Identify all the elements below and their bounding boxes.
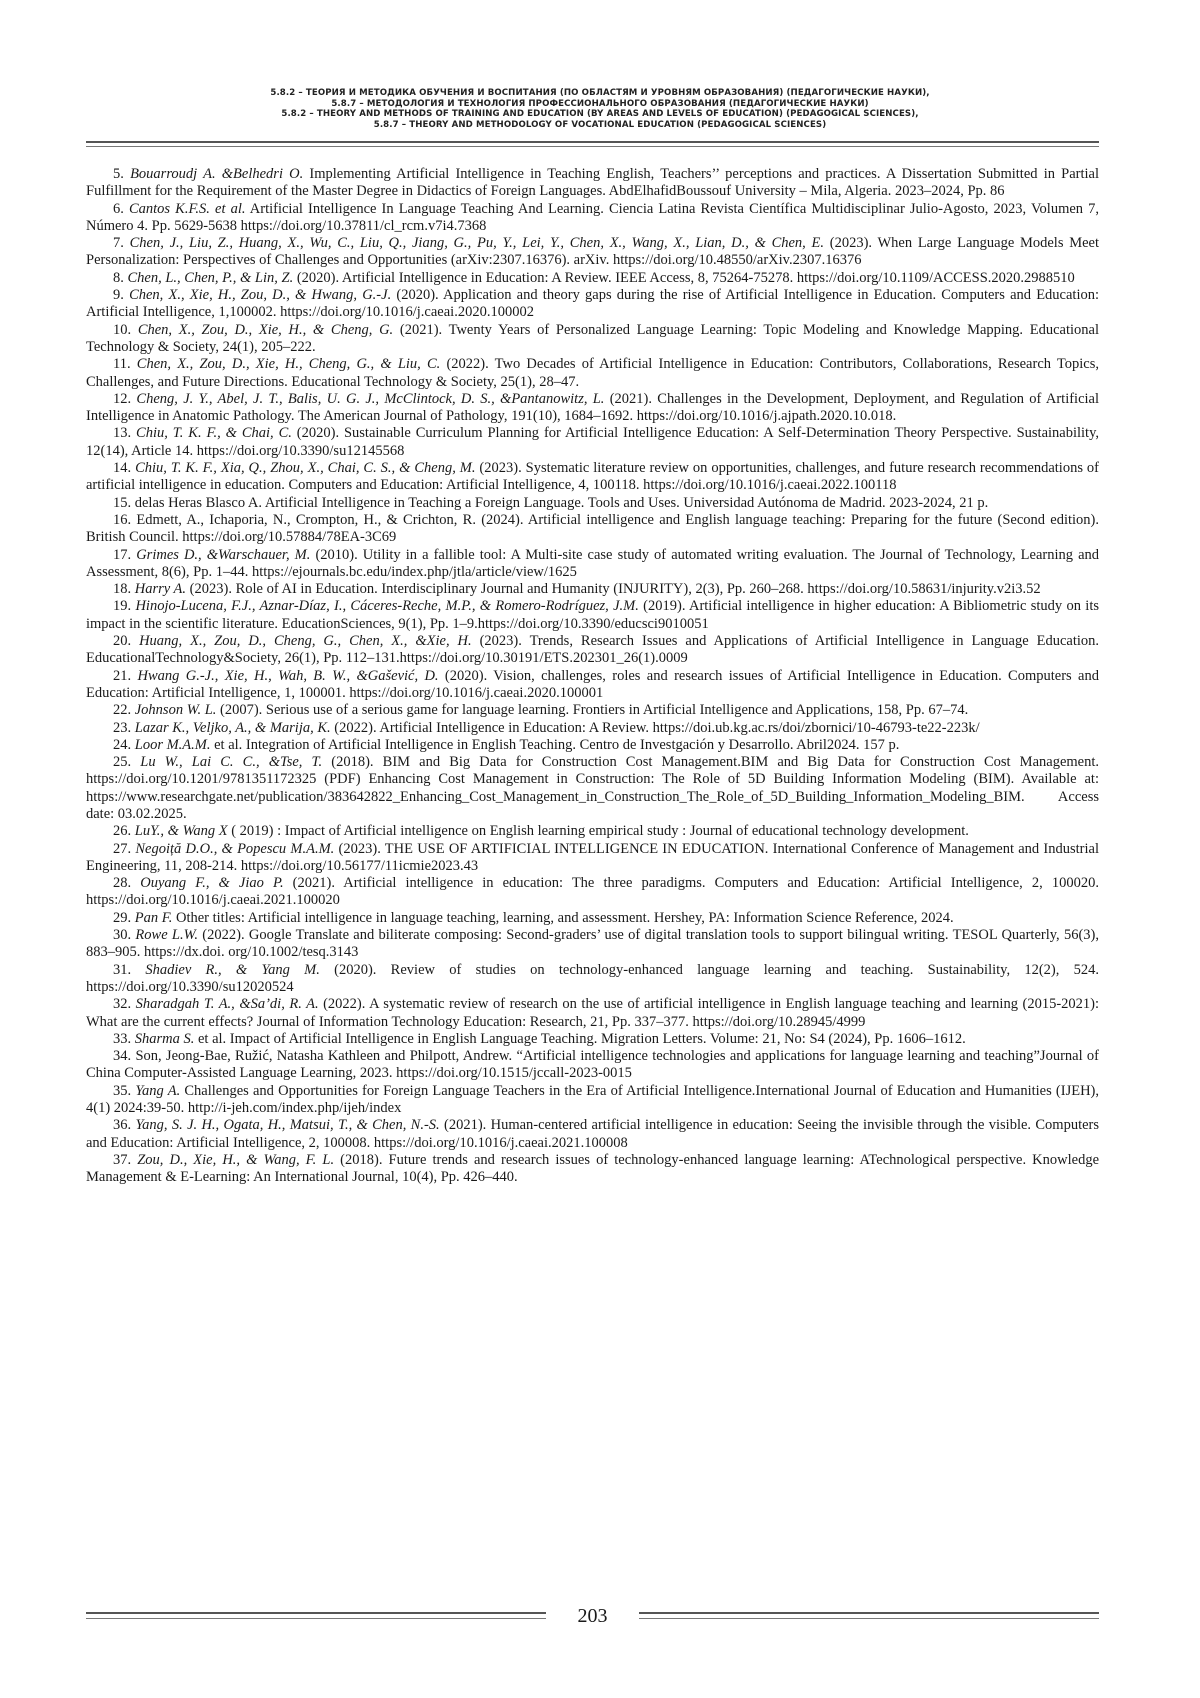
reference-item [86,391,1099,426]
reference-text: (2018). BIM and Big Data for Construction Cost Management.BIM and Big Data for Construction Cost Management. https://doi.org/10.1201/9781351172325 (PDF) Enhancing Cost Management in Construction: The Role of 5D Building Information Modeling (BIM). Available at: https://www.researchgate.net/publication/383642822_Enhancing_Cost_Management_in_Construction_The_Role_of_5D_Building_Information_Modeling_BIM. Access date: 03.02.2025. [86,754,1100,822]
reference-authors: Chiu, T. K. F., & Chai, C. [136,425,292,442]
reference-authors: Pan F. [134,909,173,926]
reference-text: (2021). Challenges in the Development, Deployment, and Regulation of Artificial Intelligence in Anatomic Pathology. The American Journal of Pathology, 191(10), 1684–1692. https://doi.org/10.1016/j.ajpath.2020.10.018. [86,390,1100,425]
reference-item [86,201,1099,236]
reference-authors: Johnson W. L. [134,702,217,719]
reference-number: 22. [113,702,132,719]
reference-authors: Bouarroudj A. &Belhedri O. [130,166,304,182]
reference-number: 31. [113,961,132,978]
reference-text: Implementing Artificial Intelligence in Teaching English, Teachers’’ perceptions and practices. A Dissertation Submitted in Partial Fulfillment for the Requirement of the Master Degree in Didactics of Foreign Languages. AbdElhafidBoussouf University – Mila, Algeria. 2023–2024, Pp. 86 [86,166,1099,200]
reference-text: (2022). Artificial Intelligence in Education: A Review. https://doi.ub.kg.ac.rs/doi/zbornici/10-46793-te22-223k/ [330,719,980,736]
reference-text: (2022). Two Decades of Artificial Intelligence in Education: Contributors, Collaborations, Research Topics, Challenges, and Future Directions. Educational Technology & Society, 25(1), 28–47. [86,356,1100,390]
reference-text: Other titles: Artificial intelligence in language teaching, learning, and assessment. Hershey, PA: Information Science Reference, 2024. [172,909,954,926]
reference-item [86,598,1099,633]
reference-text: (2018). Future trends and research issues of technology-enhanced language learning: ATechnological perspective. Knowledge Management & E-Learning: An International Journal, 10(4), Pp. 426–440. [86,1151,1099,1186]
reference-authors: Huang, X., Zou, D., Cheng, G., Chen, X., &Xie, H. [139,633,472,650]
reference-text: Edmett, A., Ichaporia, N., Crompton, H., & Crichton, R. (2024). Artificial intelligence and English language teaching: Preparing for the future (Second edition). British Council. https://doi.org/10.57884/78EA-3C69 [86,511,1099,546]
header-line: 5.8.7 – THEORY AND METHODOLOGY OF VOCATIONAL EDUCATION (PEDAGOGICAL SCIENCES) [373,119,827,130]
reference-authors: Chen, X., Zou, D., Xie, H., & Cheng, G. [137,321,394,338]
reference-item [86,737,1099,754]
reference-item [86,754,1099,823]
reference-authors: LuY., & Wang X [134,823,228,840]
reference-item [86,1031,1099,1048]
reference-number: 12. [113,390,132,407]
reference-authors: Hinojo-Lucena, F.J., Aznar-Díaz, I., Cáceres-Reche, M.P., & Romero-Rodríguez, J.M. [135,598,639,615]
reference-text: (2023). Role of AI in Education. Interdisciplinary Journal and Humanity (INJURITY), 2(3), Pp. 260–268. https://doi.org/10.58631/injurity.v2i3.52 [186,581,1041,598]
reference-number: 26. [113,823,132,840]
reference-item [86,927,1099,962]
reference-item [86,495,1099,512]
reference-authors: Grimes D., &Warschauer, M. [136,546,311,563]
reference-authors: Shadiev R., & Yang M. [145,961,320,978]
reference-text: (2020). Review of studies on technology-enhanced language learning and teaching. Sustainability, 12(2), 524. https://doi.org/10.3390/su12020524 [86,961,1100,995]
reference-authors: Harry A. [134,581,187,598]
header-line: 5.8.7 – МЕТОДОЛОГИЯ И ТЕХНОЛОГИЯ ПРОФЕССИОНАЛЬНОГО ОБРАЗОВАНИЯ (ПЕДАГОГИЧЕСКИЕ НАУКИ) [331,98,869,109]
reference-item [86,996,1099,1031]
reference-item [86,1083,1099,1118]
reference-item [86,1048,1099,1083]
reference-authors: Sharadgah T. A., &Sa’di, R. A. [135,996,319,1013]
reference-authors: Negoiță D.O., & Popescu M.A.M. [135,840,335,857]
reference-number: 28. [113,875,132,892]
reference-item [86,356,1099,391]
reference-authors: Ouyang F., & Jiao P. [140,875,284,892]
page-footer [86,1604,1099,1628]
reference-number: 20. [113,633,132,650]
reference-text: et al. Integration of Artificial Intelligence in English Teaching. Centro de Investgación y Desarrollo. Abril2024. 157 p. [210,736,900,753]
reference-text: Challenges and Opportunities for Foreign Language Teachers in the Era of Artificial Intelligence.International Journal of Education and Humanities (IJEH), 4(1) 2024:39-50. http://i-jeh.com/index.php/ijeh/index [86,1082,1099,1117]
reference-number: 27. [113,840,132,857]
reference-authors: Chen, X., Xie, H., Zou, D., & Hwang, G.-J. [129,287,392,304]
reference-number: 5. [113,166,124,182]
reference-text: (2023). When Large Language Models Meet Personalization: Perspectives of Challenges and Opportunities (arXiv:2307.16376). arXiv. https://doi.org/10.48550/arXiv.2307.16376 [86,235,1099,269]
header-rule-thick [86,141,1099,143]
reference-item [86,823,1099,840]
reference-number: 30. [113,927,132,944]
reference-text: (2023). Trends, Research Issues and Applications of Artificial Intelligence in Language Education. EducationalTechnology&Society, 26(1), Pp. 112–131.https://doi.org/10.30191/ETS.202301_26(1).0009 [86,633,1099,667]
reference-item [86,425,1099,460]
reference-number: 35. [113,1082,132,1099]
reference-number: 36. [113,1117,132,1134]
header-line: 5.8.2 – ТЕОРИЯ И МЕТОДИКА ОБУЧЕНИЯ И ВОСПИТАНИЯ (ПО ОБЛАСТЯМ И УРОВНЯМ ОБРАЗОВАНИЯ) (ПЕДАГОГИЧЕСКИЕ НАУКИ), [270,88,930,98]
reference-authors: Yang A. [135,1082,181,1099]
reference-number: 14. [113,460,132,477]
reference-item [86,235,1099,270]
reference-number: 21. [113,667,132,684]
reference-text: (2021). Artificial intelligence in education: The three paradigms. Computers and Education: Artificial Intelligence, 2, 100020. https://doi.org/10.1016/j.caeai.2021.100020 [86,875,1099,909]
reference-number: 15. [113,494,132,511]
page-number: 203 [577,1605,608,1627]
reference-authors: Lazar K., Veljko, A., & Marija, K. [134,719,331,736]
reference-authors: Loor M.A.M. [134,736,211,753]
reference-item [86,702,1099,719]
reference-item [86,1117,1099,1152]
reference-text: (2020). Sustainable Curriculum Planning for Artificial Intelligence Education: A Self-Determination Theory Perspective. Sustainability, 12(14), Article 14. https://doi.org/10.3390/su12145568 [86,425,1100,459]
reference-number: 10. [113,321,132,338]
reference-text: ( 2019) : Impact of Artificial intelligence on English learning empirical study : Journal of educational technology development. [227,823,969,840]
reference-item [86,875,1099,910]
reference-authors: Cheng, J. Y., Abel, J. T., Balis, U. G. J., McClintock, D. S., &Pantanowitz, L. [136,390,605,407]
reference-item [86,720,1099,737]
reference-item [86,910,1099,927]
reference-item [86,841,1099,876]
reference-item [86,287,1099,322]
reference-number: 16. [113,511,132,528]
reference-item [86,1152,1099,1187]
reference-number: 7. [113,235,124,252]
reference-item [86,962,1099,997]
reference-authors: Yang, S. J. H., Ogata, H., Matsui, T., & Chen, N.-S. [135,1117,440,1134]
reference-text: (2022). A systematic review of research on the use of artificial intelligence in English language teaching and learning (2015-2021): What are the current effects? Journal of Information Technology Education: Research, 21, Pp. 337–377. https://doi.org/10.28945/4999 [86,996,1099,1030]
reference-text: (2007). Serious use of a serious game for language learning. Frontiers in Artificial Intelligence and Applications, 158, Pp. 67–74. [216,702,969,719]
reference-authors: Sharma S. [134,1030,195,1047]
reference-authors: Hwang G.-J., Xie, H., Wah, B. W., &Gašević, D. [137,667,439,684]
reference-item [86,460,1099,495]
reference-text: (2022). Google Translate and biliterate composing: Second-graders’ use of digital translation tools to support bilingual writing. TESOL Quarterly, 56(3), 883–905. https://dx.doi. org/10.1002/tesq.3143 [86,927,1100,961]
reference-text: (2023). THE USE OF ARTIFICIAL INTELLIGENCE IN EDUCATION. International Conference of Management and Industrial Engineering, 11, 208-214. https://doi.org/10.56177/11icmie2023.43 [86,840,1099,874]
reference-number: 13. [113,425,132,442]
reference-text: (2023). Systematic literature review on opportunities, challenges, and future research recommendations of artificial intelligence in education. Computers and Education: Artificial Intelligence, 4, 100118. https://doi.org/10.1016/j.caeai.2022.100118 [86,460,1100,494]
reference-text: delas Heras Blasco A. Artificial Intelligence in Teaching a Foreign Language. Tools and Uses. Universidad Autónoma de Madrid. 2023-2024, 21 p. [134,494,989,511]
reference-authors: Chen, X., Zou, D., Xie, H., Cheng, G., & Liu, C. [136,356,441,373]
reference-item [86,322,1099,357]
reference-authors: Zou, D., Xie, H., & Wang, F. L. [137,1151,335,1168]
reference-number: 25. [113,754,132,771]
reference-authors: Chen, L., Chen, P., & Lin, Z. [127,269,294,286]
reference-number: 37. [113,1151,132,1168]
reference-authors: Cantos K.F.S. et al. [128,200,246,217]
reference-text: (2010). Utility in a fallible tool: A Multi-site case study of automated writing evaluation. The Journal of Technology, Learning and Assessment, 8(6), Pp. 1–44. https://ejournals.bc.edu/index.php/jtla/article/view/1625 [86,546,1100,580]
reference-item [86,581,1099,598]
reference-text: (2021). Twenty Years of Personalized Language Learning: Topic Modeling and Knowledge Mapping. Educational Technology & Society, 24(1), 205–222. [86,321,1100,355]
reference-text: et al. Impact of Artificial Intelligence in English Language Teaching. Migration Letters. Volume: 21, No: S4 (2024), Pp. 1606–1612. [194,1030,966,1047]
reference-text: (2020). Artificial Intelligence in Education: A Review. IEEE Access, 8, 75264-75278. https://doi.org/10.1109/ACCESS.2020.2988510 [293,269,1075,286]
reference-text: (2020). Vision, challenges, roles and research issues of Artificial Intelligence in Education. Computers and Education: Artificial Intelligence, 1, 100001. https://doi.org/10.1016/j.caeai.2020.100001 [86,667,1099,701]
reference-item [86,512,1099,547]
reference-number: 8. [113,269,124,286]
reference-text: Artificial Intelligence In Language Teaching And Learning. Ciencia Latina Revista Científica Multidisciplinar Julio-Agosto, 2023, Volumen 7, Número 4. Pp. 5629-5638 https://doi.org/10.37811/cl_rcm.v7i4.7368 [86,200,1100,234]
reference-number: 34. [113,1048,132,1065]
reference-number: 24. [113,736,132,753]
reference-text: Son, Jeong-Bae, Ružić, Natasha Kathleen and Philpott, Andrew. “Artificial intelligence technologies and applications for language learning and teaching”Journal of China Computer-Assisted Language Learning, 2023. https://doi.org/10.1515/jccall-2023-0015 [86,1048,1099,1082]
reference-number: 33. [113,1030,132,1047]
reference-text: (2021). Human-centered artificial intelligence in education: Seeing the invisible through the visible. Computers and Education: Artificial Intelligence, 2, 100008. https://doi.org/10.1016/j.caeai.2021.100008 [86,1117,1100,1151]
reference-number: 17. [113,546,132,563]
reference-number: 23. [113,719,132,736]
reference-number: 32. [113,996,132,1013]
reference-authors: Chiu, T. K. F., Xia, Q., Zhou, X., Chai, C. S., & Cheng, M. [135,460,476,477]
reference-item [86,166,1099,201]
reference-authors: Lu W., Lai C. C., &Tse, T. [140,754,323,771]
reference-authors: Rowe L.W. [135,927,198,944]
reference-number: 18. [113,581,132,598]
reference-number: 11. [113,356,131,373]
reference-text: (2020). Application and theory gaps during the rise of Artificial Intelligence in Education. Computers and Education: Artificial Intelligence, 1,100002. https://doi.org/10.1016/j.caeai.2020.100002 [86,287,1100,321]
header-rule-thin [86,146,1099,147]
reference-item [86,668,1099,703]
header-line: 5.8.2 – THEORY AND METHODS OF TRAINING AND EDUCATION (BY AREAS AND LEVELS OF EDUCATION) (PEDAGOGICAL SCIENCES), [281,109,919,120]
reference-number: 29. [113,909,132,926]
reference-number: 19. [113,598,132,615]
reference-item [86,633,1099,668]
reference-item [86,270,1099,287]
running-header [0,88,1200,130]
reference-text: (2019). Artificial intelligence in higher education: A Bibliometric study on its impact in the scientific literature. EducationSciences, 9(1), Pp. 1–9.https://doi.org/10.3390/educsci9010051 [86,598,1099,632]
reference-item [86,547,1099,582]
reference-authors: Chen, J., Liu, Z., Huang, X., Wu, C., Liu, Q., Jiang, G., Pu, Y., Lei, Y., Chen, X., Wang, X., Lian, D., & Chen, E. [129,235,825,252]
reference-number: 9. [113,287,124,304]
reference-list [86,166,1099,1187]
reference-number: 6. [113,200,124,217]
